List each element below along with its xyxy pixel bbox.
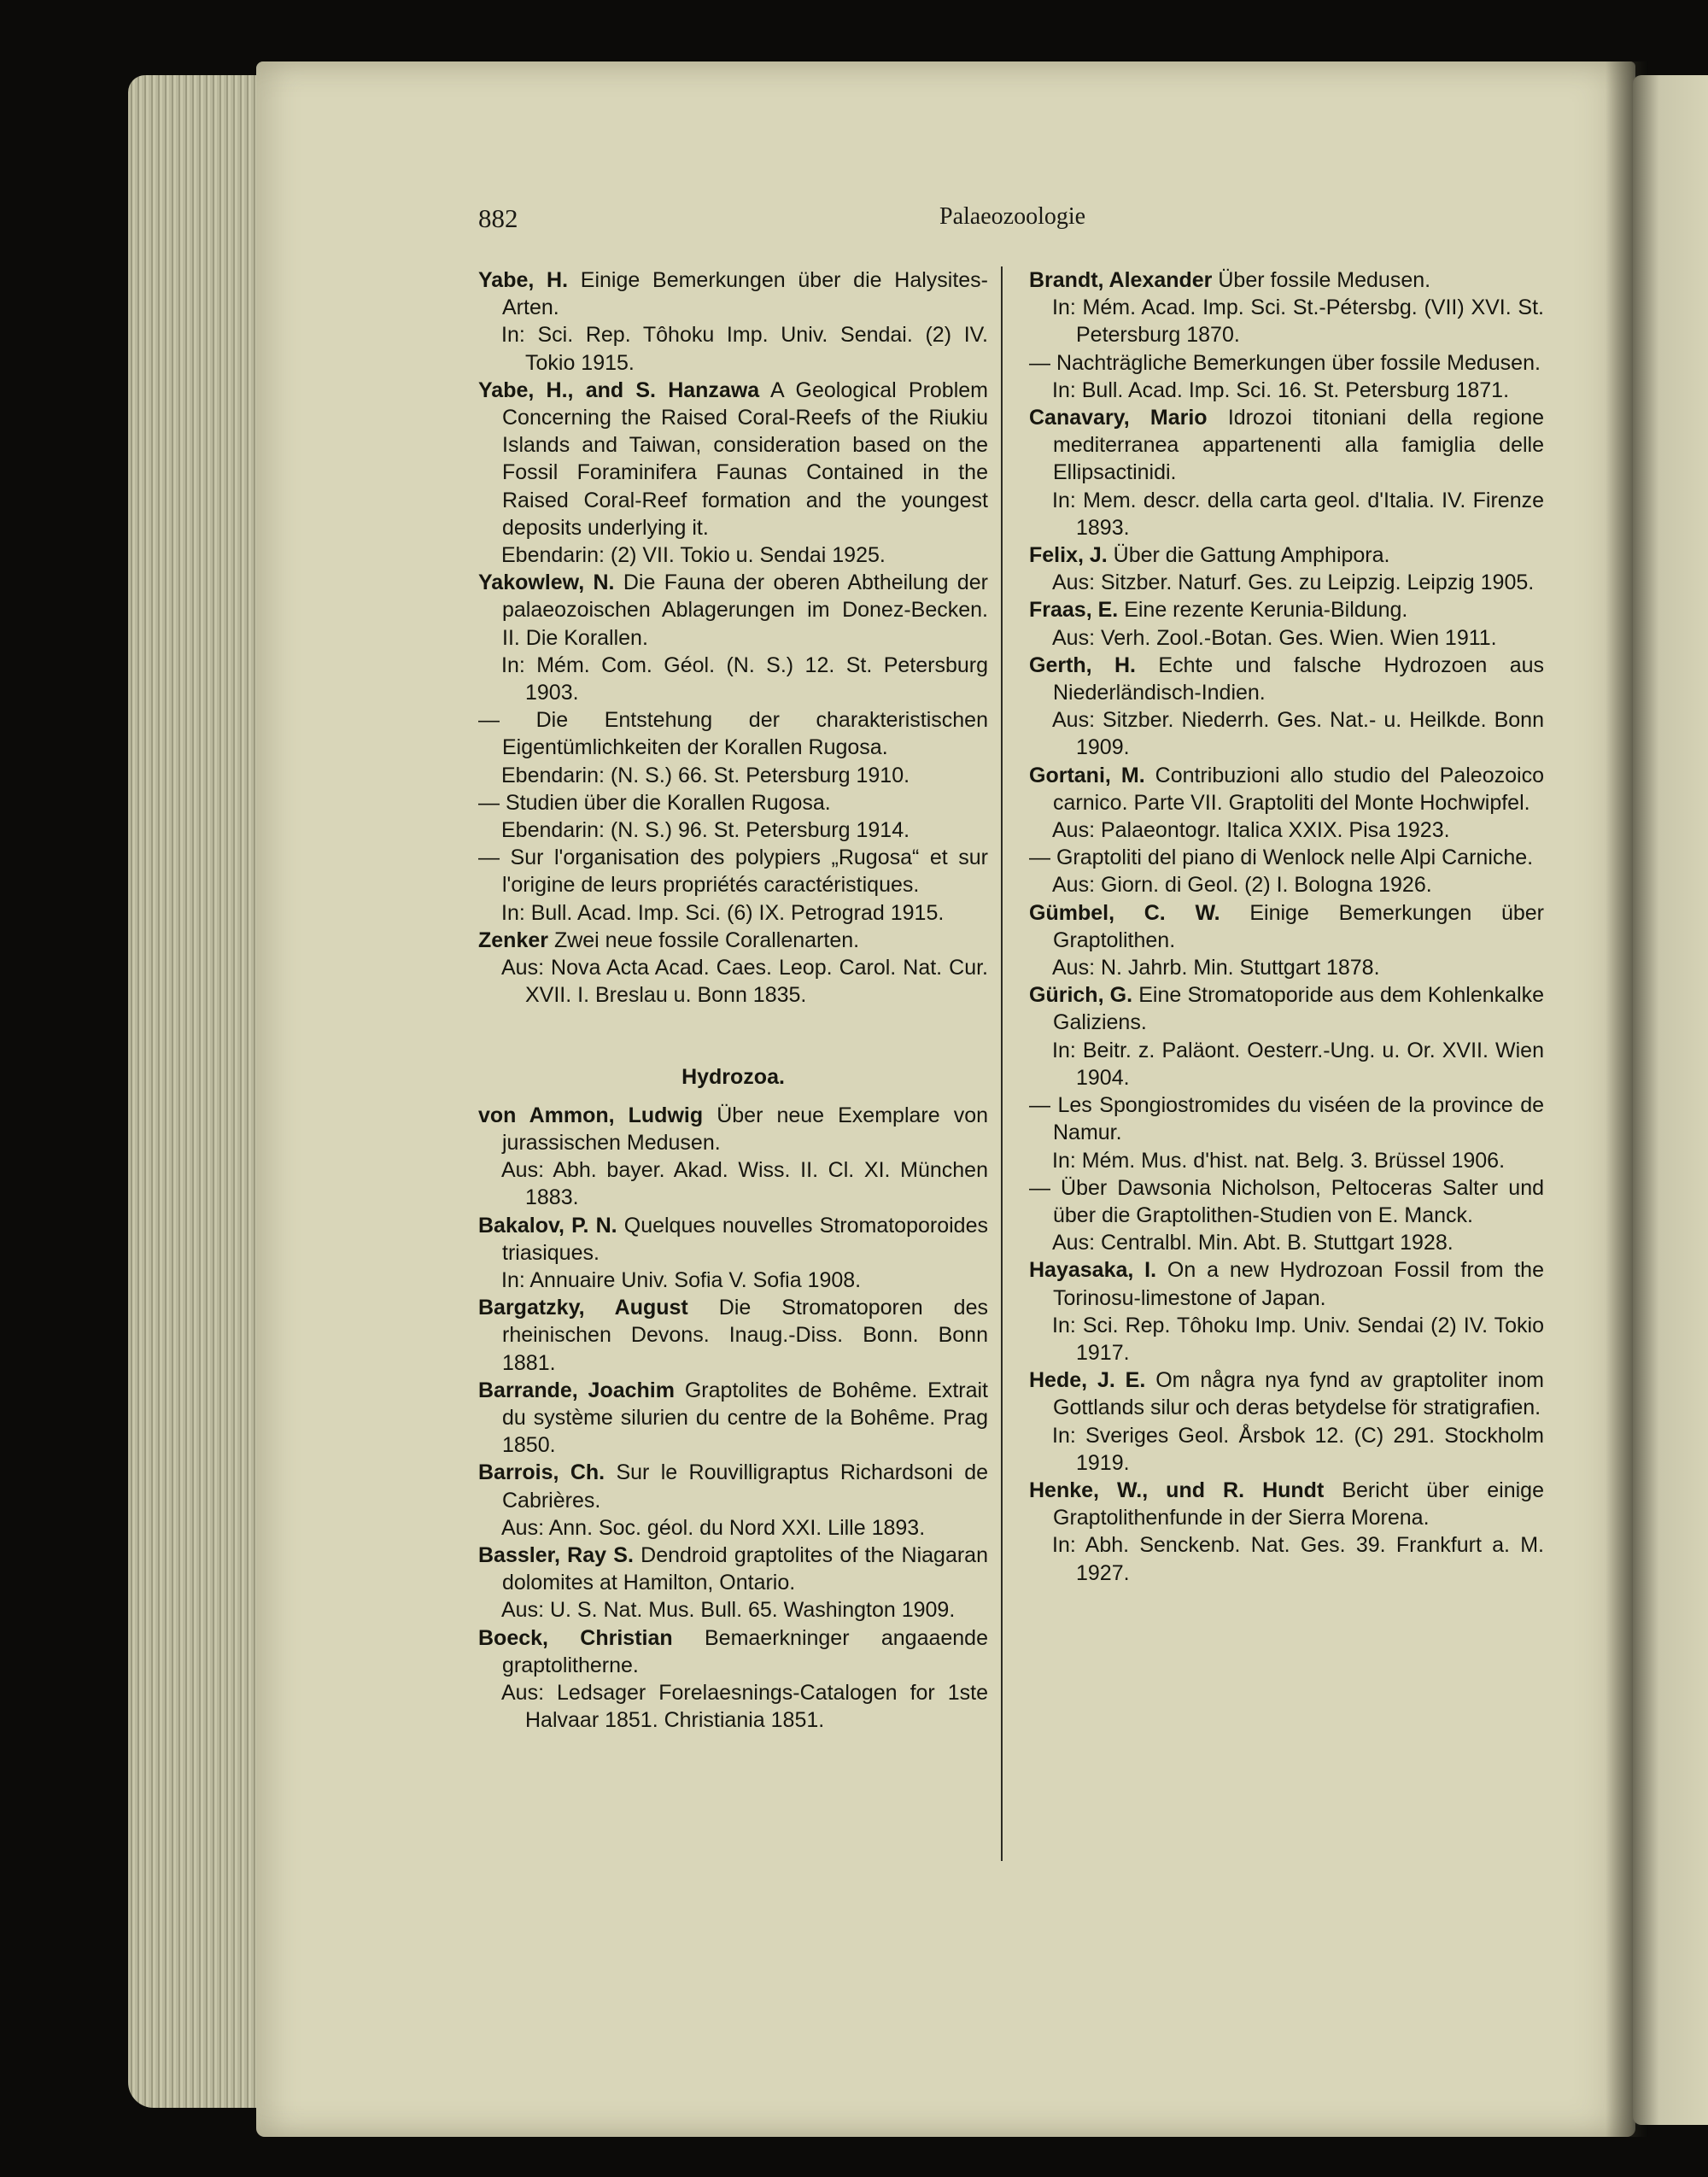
entry-source: In: Abh. Senckenb. Nat. Ges. 39. Frankfurt a. M. 1927. [1052, 1533, 1544, 1585]
entry-citation [478, 1459, 988, 1513]
entry-title: Eine Stromatoporide aus dem Kohlenkalke Galiziens. [1053, 983, 1545, 1035]
right-column [1029, 266, 1544, 1587]
entry-title: Dendroid graptolites of the Niagaran dolomites at Hamilton, Ontario. [502, 1542, 988, 1595]
entry-citation [1029, 541, 1544, 569]
entry-title: Eine rezente Kerunia-Bildung. [1124, 598, 1408, 623]
bibliography-entry [1029, 1174, 1544, 1257]
right-entries [1029, 266, 1544, 1587]
bibliography-entry [478, 706, 988, 789]
entry-source: In: Sci. Rep. Tôhoku Imp. Univ. Sendai. (2) IV. Tokio 1915. [501, 323, 988, 375]
running-title: Palaeozoologie [939, 203, 1086, 230]
entry-source: Aus: Sitzber. Niederrh. Ges. Nat.- u. Heilkde. Bonn 1909. [1052, 708, 1544, 760]
facing-page-edge [1633, 75, 1708, 2125]
entry-title: Einige Bemerkungen über Graptolithen. [1053, 900, 1544, 952]
entry-title: Einige Bemerkungen über die Halysites-Arten. [502, 268, 989, 320]
entry-author: Hede, J. E. [1029, 1368, 1146, 1393]
entry-source: In: Sveriges Geol. Årsbok 12. (C) 291. Stockholm 1919. [1052, 1423, 1544, 1475]
page-edge-stack [128, 75, 273, 2108]
entry-author: Barrois, Ch. [478, 1460, 605, 1485]
bibliography-entry [1029, 1477, 1544, 1587]
bibliography-entry [1029, 1091, 1544, 1174]
entry-title: A Geological Problem Concerning the Raised Coral-Reefs of the Riukiu Islands and Taiwan, consideration based on the Fossil Foraminifera Faunas Contained in the Raised Coral-Reef formation and the youngest deposits underlying it. [502, 377, 988, 540]
bibliography-entry [478, 1377, 988, 1460]
entry-author: Bargatzky, August [478, 1296, 688, 1320]
bibliography-entry [478, 569, 988, 706]
entry-source: In: Mém. Acad. Imp. Sci. St.-Pétersbg. (VII) XVI. St. Petersburg 1870. [1052, 296, 1544, 348]
entry-title: Über fossile Medusen. [1218, 268, 1431, 292]
entry-citation [1029, 266, 1544, 294]
entry-title: Zwei neue fossile Corallenarten. [553, 928, 860, 952]
entry-source: Ebendarin: (2) VII. Tokio u. Sendai 1925. [501, 543, 886, 568]
entry-citation [478, 1294, 988, 1377]
entry-citation [478, 569, 988, 652]
bibliography-entry [1029, 899, 1544, 982]
entry-source: In: Mém. Com. Géol. (N. S.) 12. St. Petersburg 1903. [501, 653, 988, 705]
entry-citation [478, 1542, 988, 1596]
entry-source: Aus: Abh. bayer. Akad. Wiss. II. Cl. XI. München 1883. [501, 1158, 988, 1210]
entry-citation [478, 266, 988, 321]
entry-source: In: Mém. Mus. d'hist. nat. Belg. 3. Brüssel 1906. [1052, 1148, 1506, 1173]
entry-title: Graptolites de Bohême. Extrait du système silurien du centre de la Bohême. Prag 1850. [502, 1378, 989, 1458]
entry-citation [1029, 844, 1544, 871]
bibliography-entry [1029, 596, 1544, 651]
entry-source: In: Annuaire Univ. Sofia V. Sofia 1908. [501, 1267, 862, 1292]
entry-title: Bericht über einige Graptolithenfunde in der Sierra Morena. [1053, 1478, 1544, 1530]
entry-author: Yabe, H., and S. Hanzawa [478, 377, 760, 402]
entry-author: Gümbel, C. W. [1029, 900, 1220, 925]
entry-source: Ebendarin: (N. S.) 96. St. Petersburg 1914. [501, 818, 910, 843]
page-number: 882 [478, 203, 518, 233]
entry-author: Bakalov, P. N. [478, 1213, 617, 1238]
entry-title: Die Stromatoporen des rheinischen Devons. Inaug.-Diss. Bonn. Bonn 1881. [502, 1296, 988, 1375]
bibliography-entry [478, 1212, 988, 1295]
entry-citation [478, 927, 988, 954]
bibliography-entry [478, 266, 988, 377]
bibliography-entry [478, 1102, 988, 1212]
bibliography-entry [1029, 844, 1544, 898]
entry-source: In: Beitr. z. Paläont. Oesterr.-Ung. u. Or. XVII. Wien 1904. [1052, 1038, 1544, 1090]
entry-title: Über neue Exemplare von jurassischen Medusen. [502, 1103, 988, 1155]
entry-citation [1029, 1256, 1544, 1311]
entry-citation [1029, 981, 1544, 1036]
entry-title: Die Fauna der oberen Abtheilung der palaeozoischen Ablagerungen im Donez-Becken. II. Die Korallen. [502, 571, 988, 650]
entry-citation [1029, 762, 1544, 816]
entry-citation [1029, 1477, 1544, 1531]
entry-title: Echte und falsche Hydrozoen aus Niederländisch-Indien. [1053, 653, 1544, 705]
entry-title: — Les Spongiostromides du viséen de la province de Namur. [1029, 1093, 1544, 1145]
entry-title: — Die Entstehung der charakteristischen Eigentümlichkeiten der Korallen Rugosa. [478, 708, 988, 760]
bibliography-entry [1029, 652, 1544, 762]
bibliography-entry [478, 789, 988, 844]
entry-source: Aus: Centralbl. Min. Abt. B. Stuttgart 1928. [1052, 1231, 1454, 1255]
entry-source: Aus: N. Jahrb. Min. Stuttgart 1878. [1052, 956, 1380, 980]
entry-citation [478, 377, 988, 541]
entry-title: — Sur l'organisation des polypiers „Rugosa“ et sur l'origine de leurs propriétés caractéristiques. [478, 846, 988, 898]
entry-author: Barrande, Joachim [478, 1378, 675, 1402]
entry-citation [1029, 1091, 1544, 1146]
entry-citation [478, 706, 988, 761]
entry-title: — Studien über die Korallen Rugosa. [478, 790, 831, 815]
entry-author: Yakowlew, N. [478, 571, 615, 595]
entry-author: Bassler, Ray S. [478, 1542, 634, 1567]
entry-citation [1029, 1366, 1544, 1421]
left-entries [478, 266, 988, 1009]
entry-title: Om några nya fynd av graptoliter inom Gottlands silur och deras betydelse för stratigrafien. [1053, 1368, 1544, 1420]
entry-title: — Nachträgliche Bemerkungen über fossile Medusen. [1029, 350, 1541, 375]
entry-citation [1029, 404, 1544, 487]
page-header [478, 203, 1494, 237]
entry-author: Brandt, Alexander [1029, 268, 1213, 292]
entry-author: Henke, W., und R. Hundt [1029, 1478, 1325, 1502]
entry-author: Canavary, Mario [1029, 406, 1208, 430]
left-column [478, 266, 988, 1734]
bibliography-entry [478, 844, 988, 927]
entry-title: — Über Dawsonia Nicholson, Peltoceras Salter und über die Graptolithen-Studien von E. Manck. [1029, 1175, 1544, 1227]
entry-title: Contribuzioni allo studio del Paleozoico carnico. Parte VII. Graptoliti del Monte Hochwipfel. [1053, 763, 1544, 815]
entry-source: Aus: Ann. Soc. géol. du Nord XXI. Lille 1893. [501, 1515, 926, 1540]
entry-title: Über die Gattung Amphipora. [1113, 543, 1390, 568]
hydrozoa-entries [478, 1102, 988, 1735]
entry-source: Aus: Verh. Zool.-Botan. Ges. Wien. Wien 1911. [1052, 625, 1497, 650]
entry-source: Aus: Sitzber. Naturf. Ges. zu Leipzig. Leipzig 1905. [1052, 571, 1535, 595]
column-divider [1001, 266, 1003, 1861]
entry-citation [1029, 899, 1544, 954]
bibliography-entry [1029, 404, 1544, 541]
entry-author: Fraas, E. [1029, 598, 1119, 623]
bibliography-entry [478, 1624, 988, 1735]
entry-source: In: Sci. Rep. Tôhoku Imp. Univ. Sendai (2) IV. Tokio 1917. [1052, 1313, 1544, 1365]
entry-title: Bemaerkninger angaaende graptolitherne. [502, 1625, 988, 1677]
entry-author: Yabe, H. [478, 268, 569, 292]
bibliography-entry [1029, 1256, 1544, 1366]
entry-author: Boeck, Christian [478, 1625, 673, 1650]
bibliography-entry [478, 377, 988, 569]
entry-source: In: Bull. Acad. Imp. Sci. (6) IX. Petrograd 1915. [501, 900, 945, 925]
entry-source: Aus: Giorn. di Geol. (2) I. Bologna 1926. [1052, 873, 1432, 898]
bibliography-entry [1029, 541, 1544, 596]
bibliography-entry [1029, 266, 1544, 349]
entry-citation [1029, 1174, 1544, 1229]
bibliography-entry [1029, 349, 1544, 404]
entry-citation [1029, 596, 1544, 623]
entry-citation [478, 1624, 988, 1679]
entry-author: Felix, J. [1029, 543, 1108, 568]
bibliography-entry [478, 927, 988, 1009]
entry-title: On a new Hydrozoan Fossil from the Torinosu-limestone of Japan. [1053, 1258, 1544, 1310]
entry-author: Zenker [478, 928, 548, 952]
entry-author: von Ammon, Ludwig [478, 1103, 704, 1127]
entry-title: Sur le Rouvilligraptus Richardsoni de Cabrières. [502, 1460, 988, 1513]
bibliography-entry [478, 1542, 988, 1624]
entry-source: Aus: Nova Acta Acad. Caes. Leop. Carol. Nat. Cur. XVII. I. Breslau u. Bonn 1835. [501, 956, 988, 1008]
bibliography-entry [1029, 981, 1544, 1091]
bibliography-entry [478, 1294, 988, 1377]
entry-source: In: Mem. descr. della carta geol. d'Italia. IV. Firenze 1893. [1052, 488, 1544, 540]
bibliography-entry [478, 1459, 988, 1542]
entry-citation [478, 844, 988, 898]
entry-citation [478, 1377, 988, 1460]
bibliography-entry [1029, 1366, 1544, 1477]
entry-author: Gortani, M. [1029, 763, 1145, 787]
entry-source: Aus: Ledsager Forelaesnings-Catalogen for 1ste Halvaar 1851. Christiania 1851. [501, 1680, 988, 1733]
bibliography-entry [1029, 762, 1544, 845]
entry-author: Gürich, G. [1029, 983, 1133, 1008]
entry-title: Quelques nouvelles Stromatoporoides triasiques. [502, 1213, 988, 1265]
entry-source: Ebendarin: (N. S.) 66. St. Petersburg 1910. [501, 763, 910, 787]
entry-source: In: Bull. Acad. Imp. Sci. 16. St. Petersburg 1871. [1052, 377, 1510, 402]
entry-citation [478, 1212, 988, 1267]
entry-title: Idrozoi titoniani della regione mediterranea appartenenti alla famiglia delle Ellipsactinidi. [1053, 406, 1544, 485]
entry-citation [1029, 652, 1544, 706]
entry-author: Gerth, H. [1029, 653, 1137, 677]
entry-citation [478, 789, 988, 816]
entry-source: Aus: Palaeontogr. Italica XXIX. Pisa 1923. [1052, 818, 1450, 843]
entry-source: Aus: U. S. Nat. Mus. Bull. 65. Washington 1909. [501, 1598, 956, 1623]
entry-author: Hayasaka, I. [1029, 1258, 1157, 1283]
entry-citation [1029, 349, 1544, 377]
entry-title: — Graptoliti del piano di Wenlock nelle Alpi Carniche. [1029, 846, 1534, 870]
entry-citation [478, 1102, 988, 1156]
section-heading: Hydrozoa. [681, 1065, 785, 1090]
